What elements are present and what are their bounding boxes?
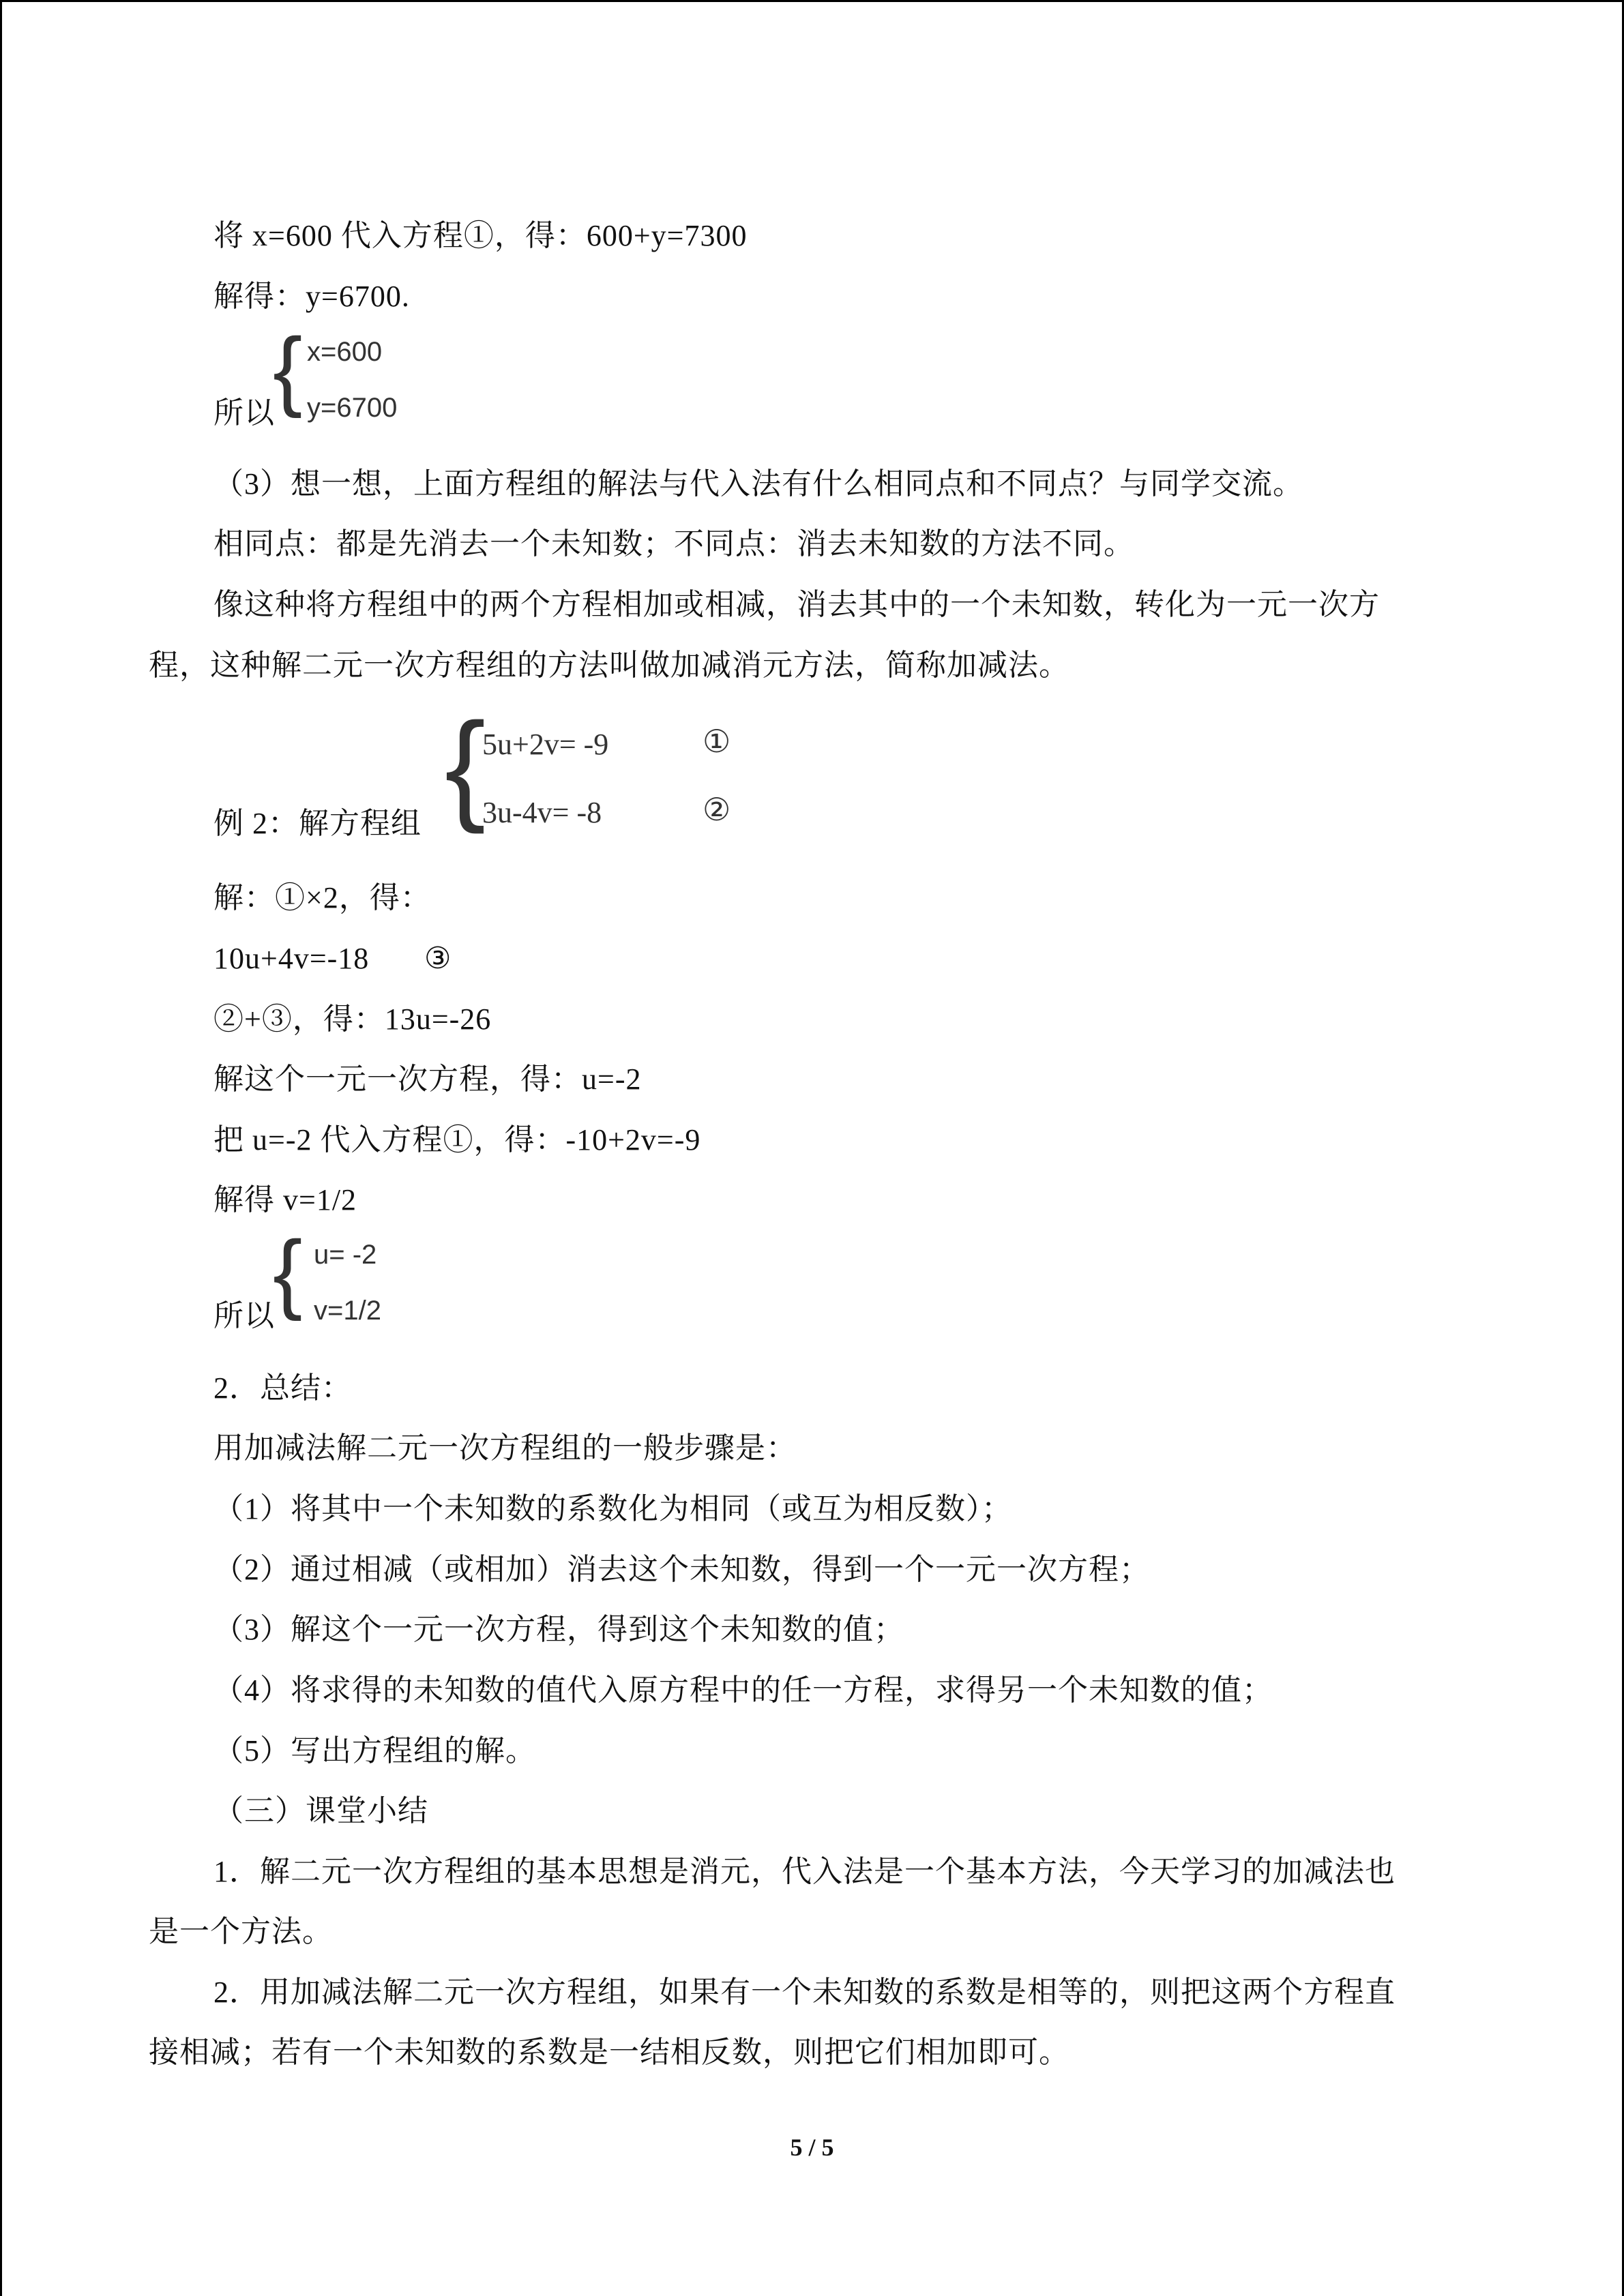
- paragraph: （3）想一想，上面方程组的解法与代入法有什么相同点和不同点？与同学交流。: [213, 467, 1303, 501]
- paragraph: 程，这种解二元一次方程组的方法叫做加减消元方法，简称加减法。: [149, 648, 1069, 682]
- paragraph: 例 2：解方程组: [213, 807, 422, 840]
- list-item: （1）将其中一个未知数的系数化为相同（或互为相反数）；: [213, 1492, 1012, 1525]
- list-item: （4）将求得的未知数的值代入原方程中的任一方程，求得另一个未知数的值；: [213, 1673, 1273, 1707]
- page-number: 5 / 5: [790, 2134, 834, 2161]
- section-heading: 2．总结：: [213, 1371, 352, 1405]
- equation-label: ②: [703, 792, 731, 827]
- paragraph: 所以: [213, 1299, 275, 1332]
- brace-icon: {: [273, 1222, 303, 1322]
- paragraph: 是一个方法。: [149, 1915, 333, 1948]
- equation: x=600: [307, 337, 383, 367]
- paragraph: 2．用加减法解二元一次方程组，如果有一个未知数的系数是相等的，则把这两个方程直: [213, 1976, 1396, 2009]
- list-item: （2）通过相减（或相加）消去这个未知数，得到一个一元一次方程；: [213, 1553, 1150, 1586]
- paragraph: 接相减；若有一个未知数的系数是一结相反数，则把它们相加即可。: [149, 2036, 1069, 2069]
- brace-icon: {: [445, 698, 486, 835]
- paragraph: 解：①×2，得：: [213, 881, 431, 914]
- paragraph: 解得：y=6700.: [213, 280, 410, 313]
- equation-label: ③: [424, 942, 452, 975]
- paragraph: 解得 v=1/2: [213, 1183, 357, 1217]
- paragraph: ②+③，得：13u=-26: [213, 1002, 492, 1036]
- paragraph: 1．解二元一次方程组的基本思想是消元，代入法是一个基本方法，今天学习的加减法也: [213, 1855, 1396, 1888]
- paragraph: 把 u=-2 代入方程①，得：-10+2v=-9: [213, 1123, 701, 1157]
- equation: 5u+2v= -9: [482, 728, 609, 761]
- paragraph: 10u+4v=-18: [213, 942, 370, 975]
- list-item: （3）解这个一元一次方程，得到这个未知数的值；: [213, 1613, 904, 1646]
- paragraph: 将 x=600 代入方程①，得：600+y=7300: [213, 219, 748, 252]
- brace-icon: {: [273, 319, 303, 419]
- paragraph: 所以: [213, 396, 275, 430]
- equation: v=1/2: [314, 1296, 381, 1326]
- list-item: （5）写出方程组的解。: [213, 1734, 536, 1768]
- paragraph: 解这个一元一次方程，得：u=-2: [213, 1062, 642, 1096]
- section-heading: （三）课堂小结: [213, 1794, 428, 1828]
- equation: y=6700: [307, 393, 398, 423]
- paragraph: 像这种将方程组中的两个方程相加或相减，消去其中的一个未知数，转化为一元一次方: [213, 588, 1380, 621]
- equation: 3u-4v= -8: [482, 796, 602, 829]
- equation: u= -2: [314, 1240, 377, 1270]
- paragraph: 相同点：都是先消去一个未知数；不同点：消去未知数的方法不同。: [213, 527, 1134, 561]
- equation-label: ①: [703, 724, 731, 759]
- paragraph: 用加减法解二元一次方程组的一般步骤是：: [213, 1431, 797, 1465]
